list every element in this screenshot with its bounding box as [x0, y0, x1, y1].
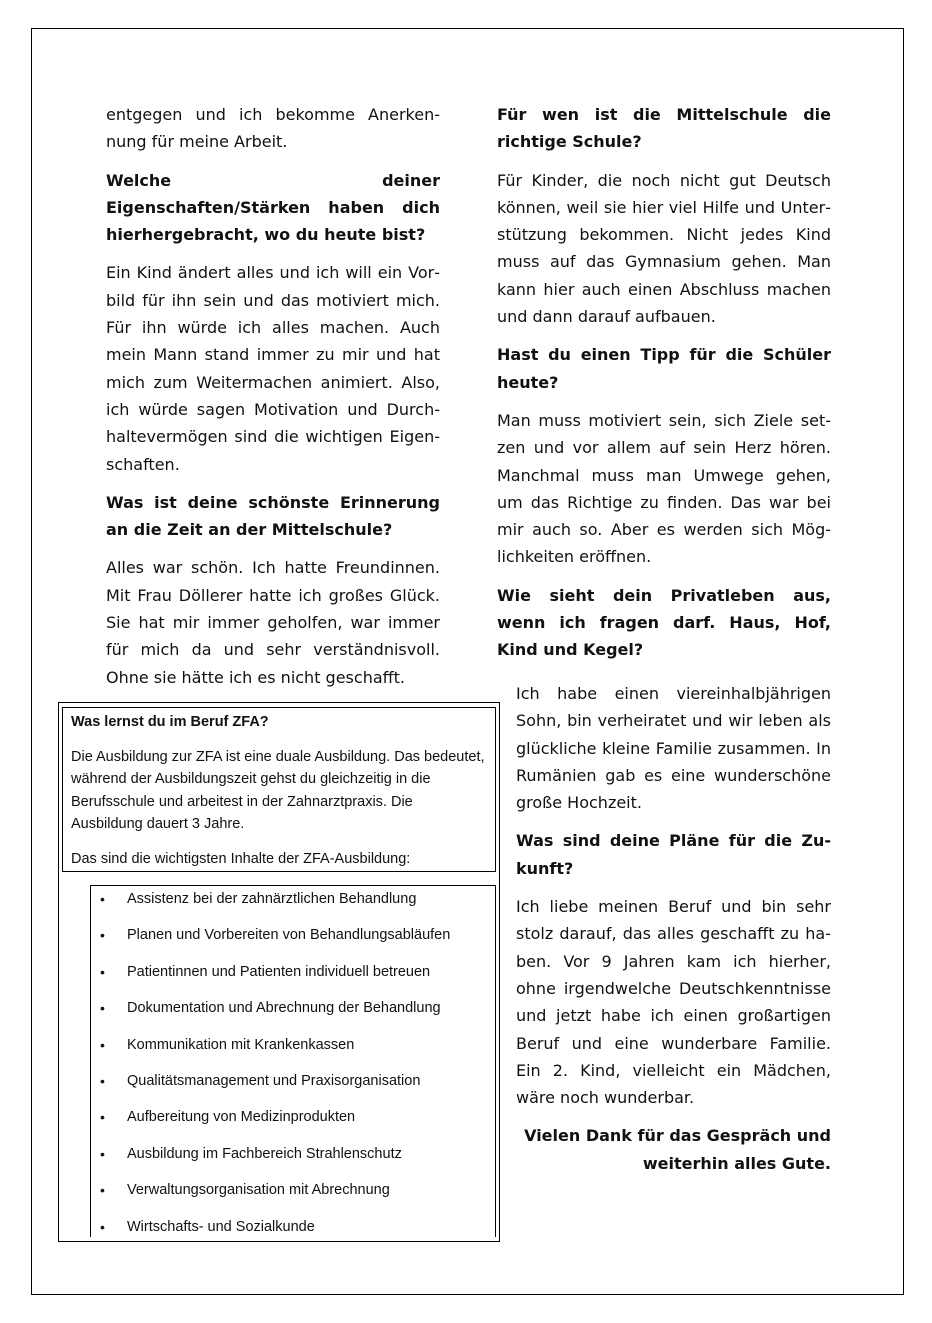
bullet-icon: • [100, 964, 105, 980]
interview-answer: Für Kinder, die noch nicht gut Deutsch können, weil sie hier viel Hilfe und Unterstützung bekommen. Nicht jedes Kind muss auf das Gymnasium gehen. Man kann hier auch einen Abschluss machen und dann darauf aufbauen. [497, 170, 831, 327]
bullet-icon: • [100, 1000, 105, 1016]
list-item-text: Kommunikation mit Krankenkassen [127, 1037, 355, 1053]
bullet-icon: • [100, 1219, 105, 1235]
list-item-text: Planen und Vorbereiten von Behandlungsabläufen [127, 927, 451, 943]
interview-answer: Ich liebe meinen Beruf und bin sehr stolz darauf, das alles geschafft zu haben. Vor 9 Jahren kam ich hierher, ohne irgendwelche Deutschkenntnisse und jetzt habe ich einen großartigen Beruf und eine wunderbare Familie. Ein 2. Kind, vielleicht ein Mädchen, wäre noch wunderbar. [516, 897, 831, 1108]
infobox-list-lead: Das sind die wichtigsten Inhalte der ZFA-Ausbildung: [71, 851, 411, 868]
list-item-text: Qualitätsmanagement und Praxisorganisation [127, 1073, 421, 1089]
interview-question: Wie sieht dein Privatleben aus, wenn ich fragen darf. Haus, Hof, Kind und Kegel? [497, 585, 831, 660]
interview-question: Welche deiner Eigenschaften/Stärken haben dich hierhergebracht, wo du heute bist? [106, 170, 440, 245]
interview-answer: Alles war schön. Ich hatte Freundinnen. Mit Frau Döllerer hatte ich großes Glück. Sie hat mir immer geholfen, war immer für mich da und sehr verständnisvoll. Ohne sie hätte ich es nicht geschafft. [106, 558, 440, 687]
left-column [106, 101, 440, 702]
interview-answer: Ich habe einen viereinhalbjährigen Sohn, bin verheiratet und wir leben als glückliche kleine Familie zusammen. In Rumänien gab es eine wunderschöne große Hochzeit. [516, 684, 831, 813]
bullet-icon: • [100, 1146, 105, 1162]
list-item-text: Ausbildung im Fachbereich Strahlenschutz [127, 1146, 402, 1162]
interview-answer: Man muss motiviert sein, sich Ziele setzen und vor allem auf sein Herz hören. Manchmal muss man Umwege gehen, um das Richtige zu finden. Das war bei mir auch so. Aber es werden sich Möglichkeiten eröffnen. [497, 410, 831, 567]
interview-question: Hast du einen Tipp für die Schüler heute? [497, 345, 831, 392]
right-column-top [497, 101, 831, 675]
interview-question: Für wen ist die Mittelschule die richtige Schule? [497, 105, 831, 152]
closing-thanks: Vielen Dank für das Gespräch und weiterhin alles Gute. [524, 1126, 831, 1173]
list-item-text: Patientinnen und Patienten individuell betreuen [127, 964, 431, 980]
list-item-text: Assistenz bei der zahnärztlichen Behandlung [127, 891, 417, 907]
interview-answer: entgegen und ich bekomme Anerkennung für meine Arbeit. [106, 105, 440, 152]
infobox-intro: Die Ausbildung zur ZFA ist eine duale Ausbildung. Das bedeutet, während der Ausbildungszeit gehst du gleichzeitig in die Berufsschule und arbeitest in der Zahnarztpraxis. Die Ausbildung dauert 3 Jahre. [71, 749, 485, 832]
bullet-icon: • [100, 1182, 105, 1198]
right-column-bottom [516, 680, 831, 1188]
infobox-heading: Was lernst du im Beruf ZFA? [71, 714, 269, 730]
bullet-icon: • [100, 1037, 105, 1053]
list-item-text: Dokumentation und Abrechnung der Behandlung [127, 1000, 441, 1016]
infobox-header [62, 707, 496, 872]
interview-question: Was sind deine Pläne für die Zukunft? [516, 831, 831, 878]
bullet-icon: • [100, 1109, 105, 1125]
interview-answer: Ein Kind ändert alles und ich will ein Vorbild für ihn sein und das motiviert mich. Für ihn würde ich alles machen. Auch mein Mann stand immer zu mir und hat mich zum Weitermachen animiert. Also, ich würde sagen Motivation und Durchhaltevermögen sind die wichtigen Eigenschaften. [106, 263, 440, 474]
interview-question: Was ist deine schönste Erinnerung an die Zeit an der Mittelschule? [106, 492, 440, 540]
list-item-text: Wirtschafts- und Sozialkunde [127, 1219, 315, 1235]
infobox-list [90, 885, 496, 1237]
list-item-text: Aufbereitung von Medizinprodukten [127, 1109, 356, 1125]
bullet-icon: • [100, 891, 105, 907]
bullet-icon: • [100, 1073, 105, 1089]
bullet-icon: • [100, 927, 105, 943]
list-item-text: Verwaltungsorganisation mit Abrechnung [127, 1182, 390, 1198]
